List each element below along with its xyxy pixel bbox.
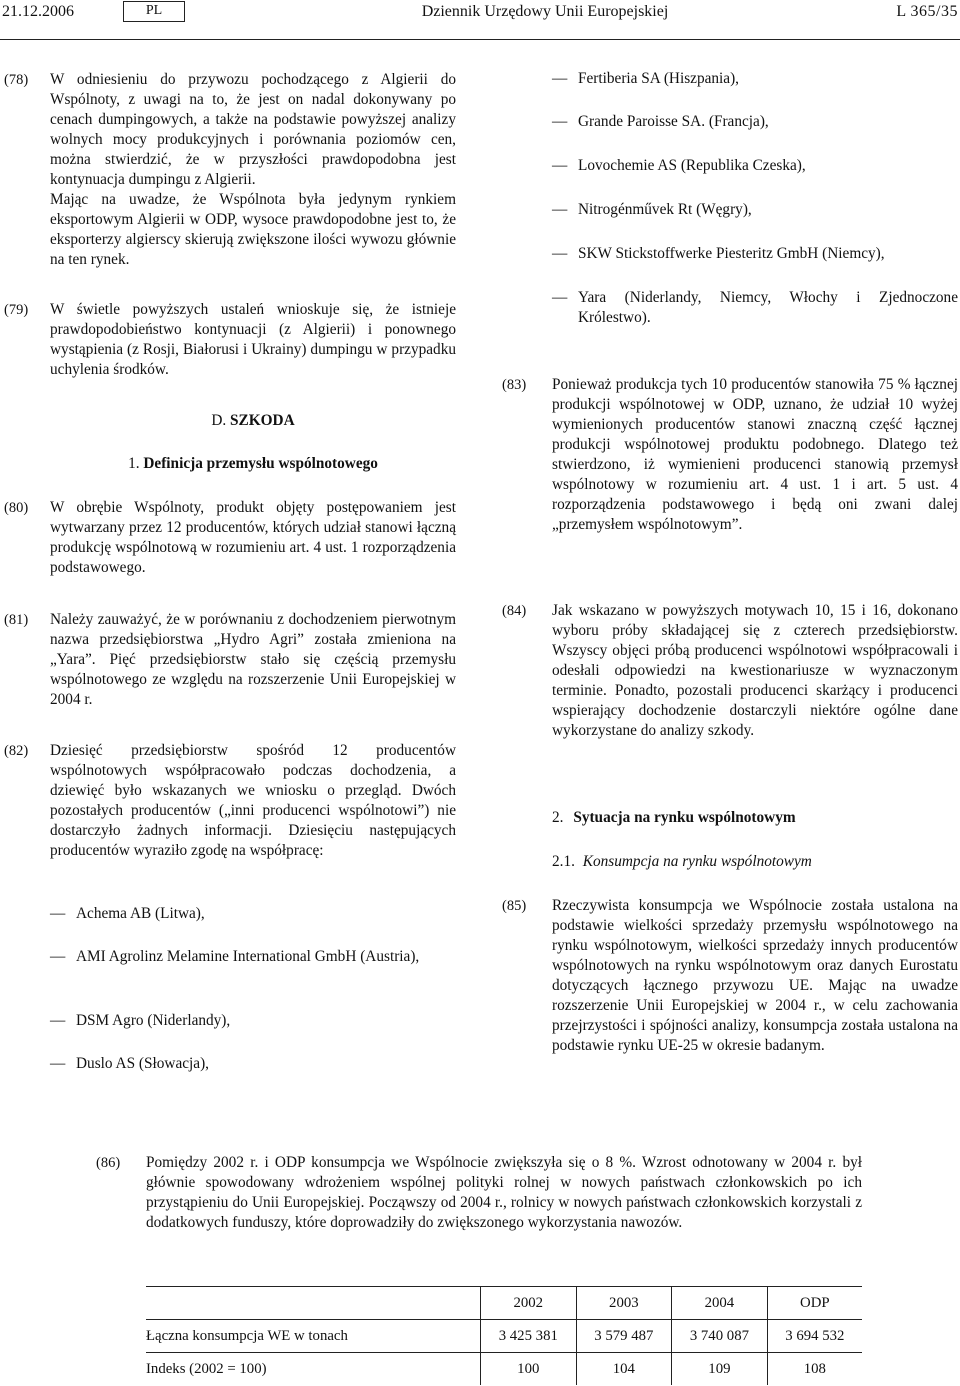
recital-text: W obrębie Wspólnoty, produkt objęty postępowaniem jest wytwarzany przez 12 producentów, których udział stanowi łączną produkcję wspólnotową w rozumieniu art. 4 ust. 1 rozporządzenia podstawowego. [50,499,456,576]
dash-marker: — [50,905,66,922]
subheading-title: Sytuacja na rynku wspólnotowym [573,809,796,826]
list-item [50,1054,456,1074]
column-header: 2004 [672,1287,768,1320]
list-item [552,244,958,264]
recital-84 [502,601,958,741]
table-cell: 108 [767,1353,862,1386]
subheading-title: Konsumpcja na rynku wspólnotowym [582,853,812,870]
table-row [146,1320,862,1353]
table-cell: 100 [481,1353,577,1386]
recital-79 [4,300,456,380]
recital-text-continued: Mając na uwadze, że Wspólnota była jedynym rynkiem eksportowym Algierii w ODP, wysoce prawdopodobne jest to, że eksporterzy algierscy skierują zwiększone ilości wywozu głównie na ten rynek. [50,191,456,268]
list-item-text: AMI Agrolinz Melamine International GmbH (Austria), [76,948,420,965]
publication-date: 21.12.2006 [2,3,74,20]
recital-text: W świetle powyższych ustaleń wnioskuje się, że istnieje prawdopodobieństwo kontynuacji (z Algierii) i ponownego wystąpienia (z Rosji, Białorusi i Ukrainy) dumpingu w przypadku uchylenia środków. [50,301,456,378]
dash-marker: — [552,157,568,174]
page-reference: L 365/35 [896,3,958,20]
list-item-text: Duslo AS (Słowacja), [76,1055,209,1072]
recital-number: (79) [4,302,29,318]
list-item [50,1011,456,1031]
recital-text: Ponieważ produkcja tych 10 producentów stanowiła 75 % łącznej produkcji wspólnotowej w ODP, uznano, że udział 10 wyżej wymienionych producentów stanowi znaczną część łącznej produkcji wspólnotowej produktu podobnego. Dlatego też stwierdzono, iż wymienieni producenci stanowią przemysł wspólnotowy w rozumieniu art. 4 ust. 1 i art. 5 ust. 4 rozporządzenia podstawowego i będą oni zwani dalej „przemysłem wspólnotowym”. [552,376,958,533]
recital-83 [502,375,958,535]
recital-number: (86) [96,1155,121,1171]
recital-78 [4,70,456,270]
row-label: Łączna konsumpcja WE w tonach [146,1320,481,1353]
subheading-1 [50,454,456,474]
list-item [50,904,456,924]
list-item-text: Nitrogénművek Rt (Węgry), [578,201,752,218]
list-item-text: Yara (Niderlandy, Niemcy, Włochy i Zjednoczone Królestwo). [578,289,958,326]
table-cell: 3 740 087 [672,1320,768,1353]
language-badge: PL [123,1,185,22]
list-item [552,112,958,132]
subheading-2-1 [552,852,958,872]
column-header: 2002 [481,1287,577,1320]
recital-text: Należy zauważyć, że w porównaniu z dochodzeniem pierwotnym nazwa przedsiębiorstwa „Hydro Agri” została zmieniona na „Yara”. Pięć przedsiębiorstw stało się częścią przemysłu wspólnotowego ze względu na rozszerzenie Unii Europejskiej w 2004 r. [50,611,456,708]
recital-86 [96,1153,862,1233]
list-item-text: DSM Agro (Niderlandy), [76,1012,231,1029]
dash-marker: — [50,948,66,965]
column-header: ODP [767,1287,862,1320]
recital-82 [4,741,456,861]
table-cell: 104 [576,1353,672,1386]
table-header-row [146,1287,862,1320]
subheading-title: Definicja przemysłu wspólnotowego [143,455,378,472]
table-cell: 109 [672,1353,768,1386]
recital-text: Rzeczywista konsumpcja we Wspólnocie została ustalona na podstawie wielkości sprzedaży przemysłu wspólnotowego na rynku wspólnotowym, wielkości sprzedaży innych producentów wspólnotowych na rynku wspólnotowym oraz danych Eurostatu dotyczących łącznego przywozu UE. Mając na uwadze rozszerzenie Unii Europejskiej w 2004 r., w celu zachowania przejrzystości i spójności analizy, konsumpcja została ustalona na podstawie rynku UE-25 w okresie badanym. [552,897,958,1054]
recital-81 [4,610,456,710]
recital-number: (78) [4,72,29,88]
dash-marker: — [552,70,568,87]
row-label: Indeks (2002 = 100) [146,1361,267,1377]
dash-marker: — [552,289,568,306]
recital-text: Dziesięć przedsiębiorstw spośród 12 producentów wspólnotowych współpracowało podczas dochodzenia, a dziewięć było wskazanych we wniosku o przegląd. Dwóch pozostałych producentów („inni producenci wspólnotowi”) nie dostarczyło żadnych informacji. Dziesięciu następujących producentów wyraziło zgodę na współpracę: [50,742,456,859]
dash-marker: — [50,1055,66,1072]
recital-80 [4,498,456,578]
list-item-text: Grande Paroisse SA. (Francja), [578,113,769,130]
subheading-number: 2.1. [552,853,575,870]
section-title: SZKODA [230,412,295,429]
list-item-text: SKW Stickstoffwerke Piesteritz GmbH (Niemcy), [578,245,885,262]
recital-85 [502,896,958,1056]
page-header [0,0,960,26]
subheading-number: 1. [128,455,140,472]
recital-number: (82) [4,743,29,759]
list-item [552,200,958,220]
column-header: 2003 [576,1287,672,1320]
list-item [50,947,456,967]
recital-text: W odniesieniu do przywozu pochodzącego z Algierii do Wspólnoty, z uwagi na to, że jest on nadal dokonywany po cenach dumpingowych, a także na podstawie powyższej analizy wolnych mocy produkcyjnych i porównania poziomów cen, można stwierdzić, że w przyszłości prawdopodobna jest kontynuacja dumpingu z Algierii. [50,71,456,188]
recital-number: (81) [4,612,29,628]
table-corner-cell [146,1287,481,1320]
dash-marker: — [50,1012,66,1029]
list-item-text: Fertiberia SA (Hiszpania), [578,70,739,87]
recital-text: Pomiędzy 2002 r. i ODP konsumpcja we Wspólnocie zwiększyła się o 8 %. Wzrost odnotowany w 2004 r. był głównie spowodowany wdrożeniem wspólnej polityki rolnej w nowych państwach członkowskich po ich przystąpieniu do Unii Europejskiej. Począwszy od 2004 r., rolnicy w nowych państwach członkowskich korzystali z dodatkowych funduszy, które doprowadziły do zwiększonego wykorzystania nawozów. [146,1154,862,1231]
dash-marker: — [552,245,568,262]
list-item [552,69,958,89]
consumption-table [146,1286,862,1385]
list-item [552,156,958,176]
table-row [146,1353,862,1386]
recital-text: Jak wskazano w powyższych motywach 10, 15 i 16, dokonano wyboru próby składającej się z czterech przedsiębiorstw. Wszyscy objęci próbą producenci wspólnotowi współpracowali i odesłali odpowiedzi na kwestionariusze w wyznaczonym terminie. Ponadto, pozostali producenci skarżący i producenci wspierający dochodzenie dostarczyli niektóre ogólne dane wykorzystane do analizy szkody. [552,602,958,739]
dash-marker: — [552,201,568,218]
list-item-text: Lovochemie AS (Republika Czeska), [578,157,806,174]
dash-marker: — [552,113,568,130]
recital-number: (80) [4,500,29,516]
journal-title: Dziennik Urzędowy Unii Europejskiej [421,3,669,20]
table-cell: 3 694 532 [767,1320,862,1353]
recital-number: (85) [502,898,527,914]
recital-number: (83) [502,377,527,393]
recital-number: (84) [502,603,527,619]
list-item-text: Achema AB (Litwa), [76,905,205,922]
section-prefix: D. [211,412,227,429]
subheading-number: 2. [552,809,564,826]
list-item [552,288,958,328]
table-cell: 3 579 487 [576,1320,672,1353]
header-rule [0,39,960,40]
section-heading-d [50,411,456,431]
subheading-2 [552,808,958,828]
table-cell: 3 425 381 [481,1320,577,1353]
